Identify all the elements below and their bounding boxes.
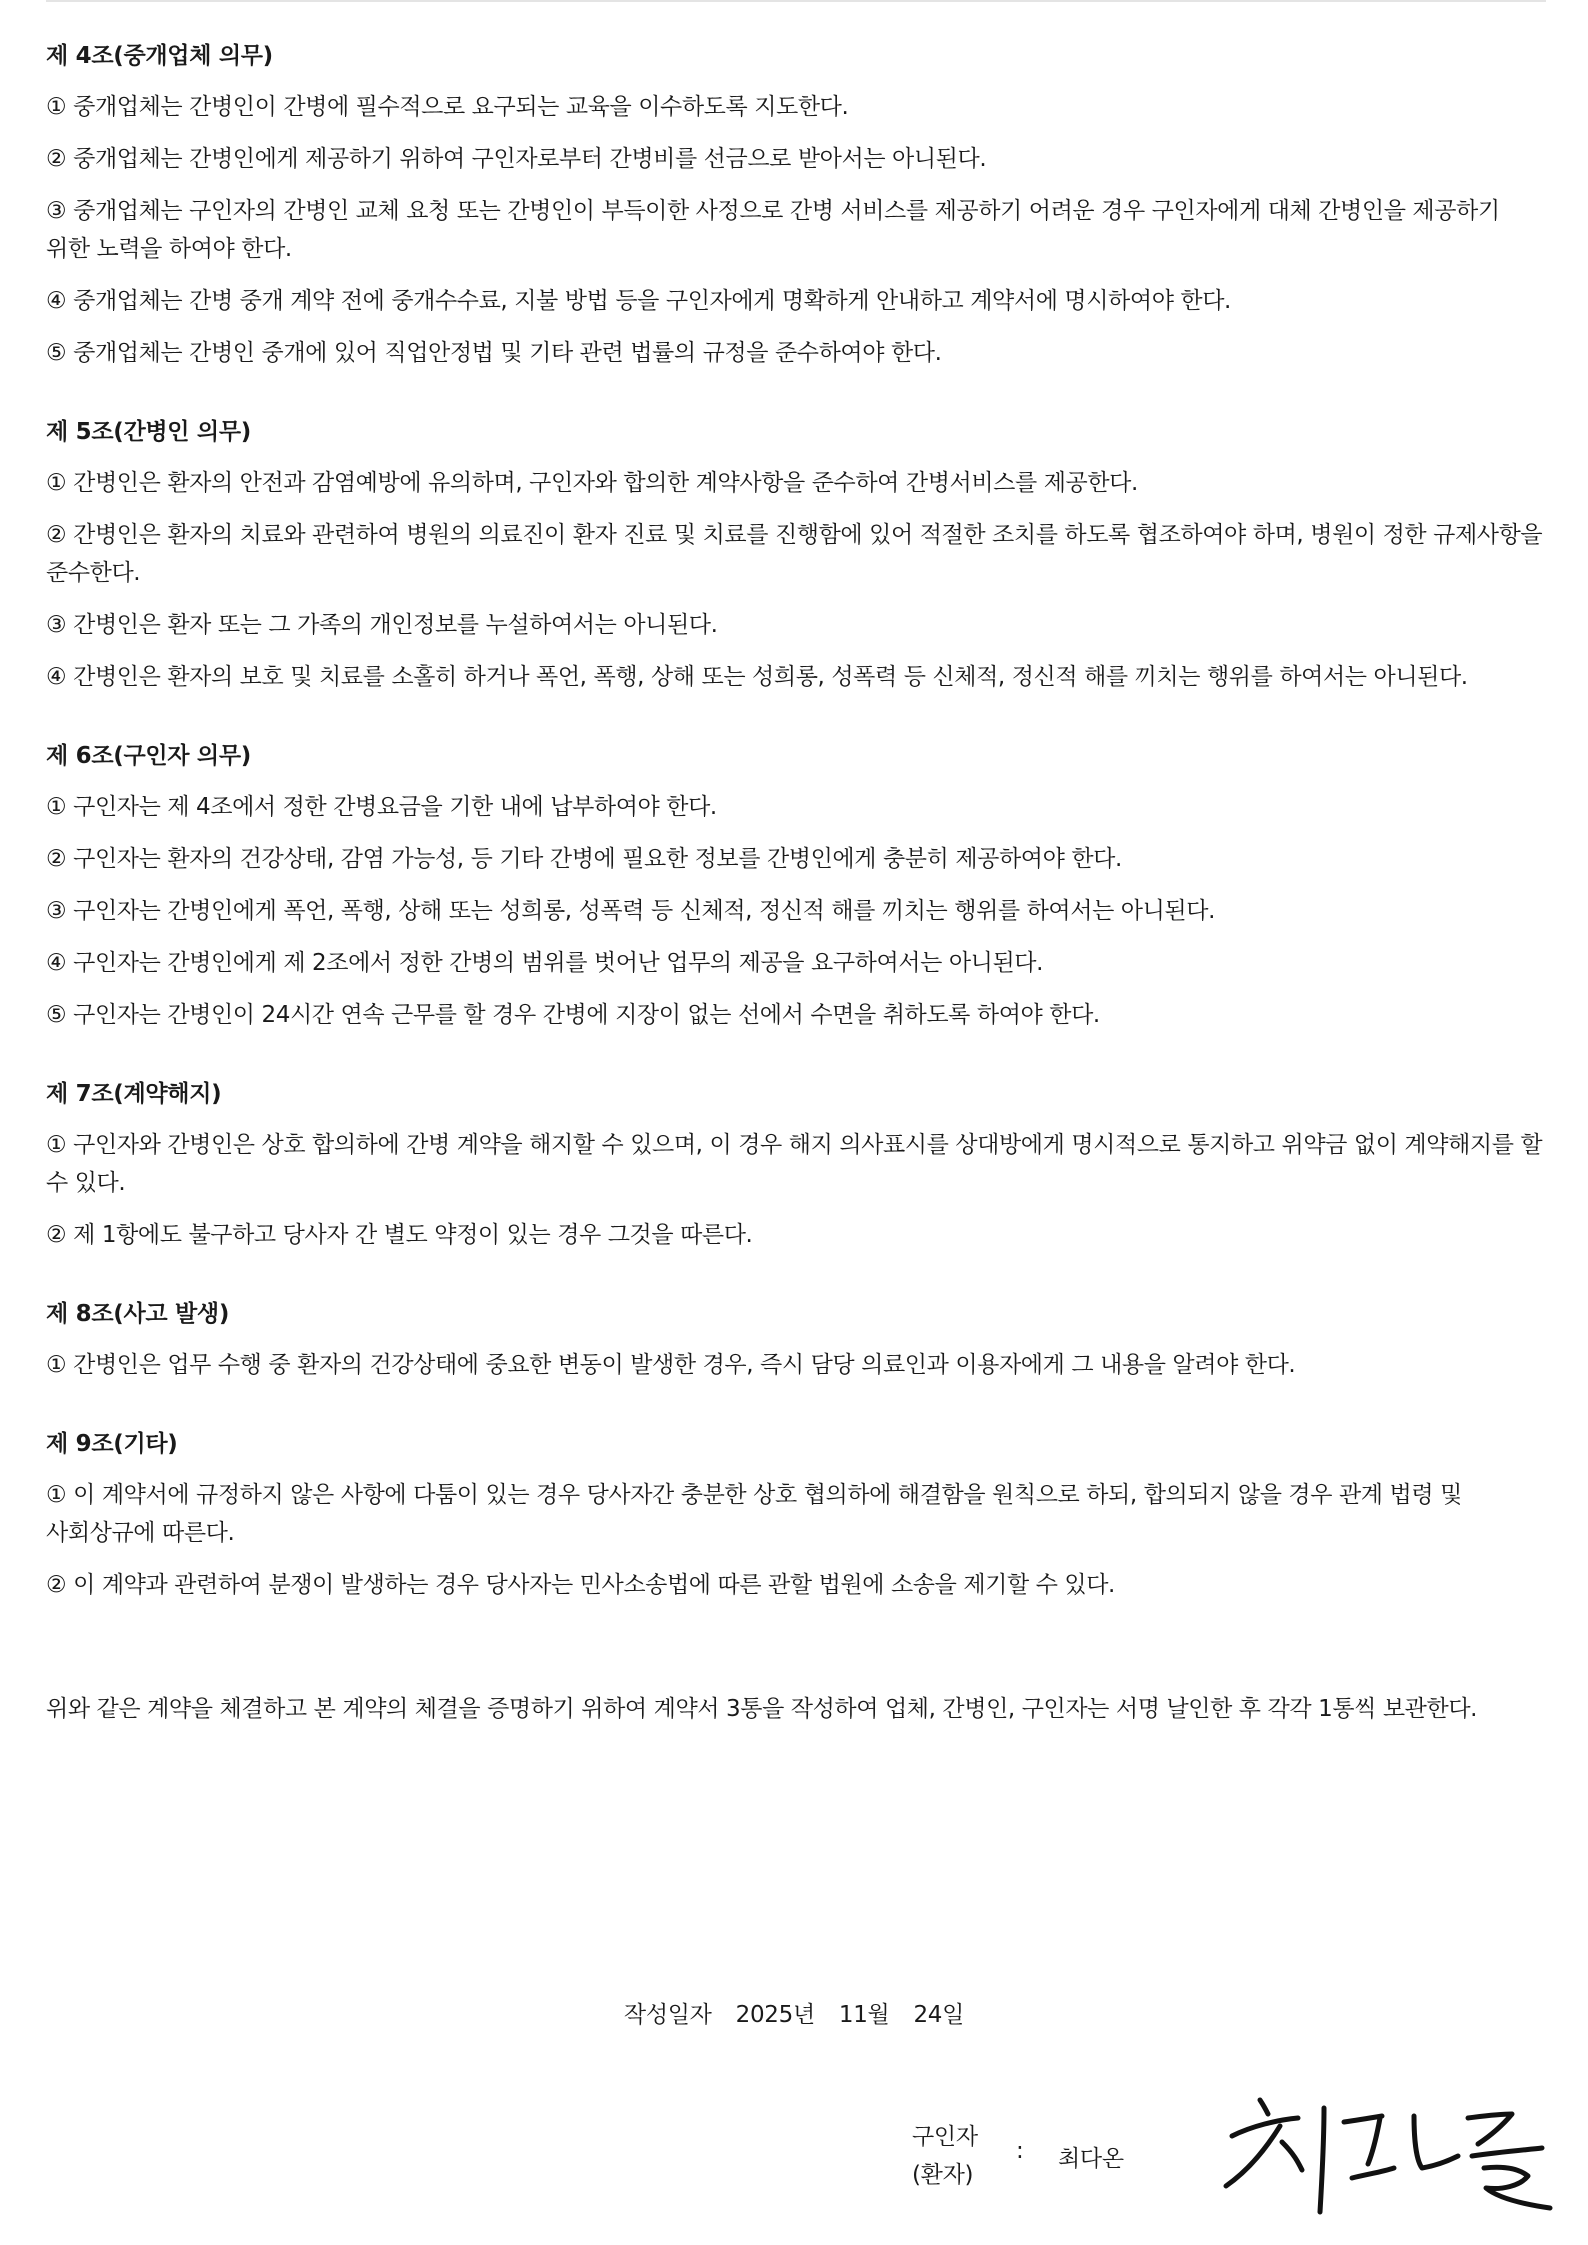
clause: ③ 구인자는 간병인에게 폭언, 폭행, 상해 또는 성희롱, 성폭력 등 신체적, 정신적 해를 끼치는 행위를 하여서는 아니된다. [46, 898, 1215, 924]
clause: ① 간병인은 업무 수행 중 환자의 건강상태에 중요한 변동이 발생한 경우, 즉시 담당 의료인과 이용자에게 그 내용을 알려야 한다. [46, 1352, 1296, 1378]
clause: ③ 중개업체는 구인자의 간병인 교체 요청 또는 간병인이 부득이한 사정으로 간병 서비스를 제공하기 어려운 경우 구인자에게 대체 간병인을 제공하기 위한 노력을 하여야 한다. [46, 198, 1500, 262]
signatory-role [912, 2118, 1032, 2194]
date-year: 2025년 [735, 2002, 815, 2028]
clause: ① 구인자는 제 4조에서 정한 간병요금을 기한 내에 납부하여야 한다. [46, 794, 717, 820]
date-month: 11월 [838, 2002, 890, 2028]
signatory-colon: : [1016, 2138, 1024, 2164]
clause: ② 중개업체는 간병인에게 제공하기 위하여 구인자로부터 간병비를 선금으로 받아서는 아니된다. [46, 146, 987, 172]
clause: ① 간병인은 환자의 안전과 감염예방에 유의하며, 구인자와 합의한 계약사항을 준수하여 간병서비스를 제공한다. [46, 470, 1138, 496]
clause: ① 구인자와 간병인은 상호 합의하에 간병 계약을 해지할 수 있으며, 이 경우 해지 의사표시를 상대방에게 명시적으로 통지하고 위약금 없이 계약해지를 할 수 있다. [46, 1132, 1543, 1196]
article-9 [46, 1428, 1546, 1604]
date-line [0, 1996, 1588, 2029]
clause: ⑤ 중개업체는 간병인 중개에 있어 직업안정법 및 기타 관련 법률의 규정을 준수하여야 한다. [46, 340, 942, 366]
clause: ④ 구인자는 간병인에게 제 2조에서 정한 간병의 범위를 벗어난 업무의 제공을 요구하여서는 아니된다. [46, 950, 1044, 976]
clause: ④ 중개업체는 간병 중개 계약 전에 중개수수료, 지불 방법 등을 구인자에게 명확하게 안내하고 계약서에 명시하여야 한다. [46, 288, 1231, 314]
article-5 [46, 416, 1546, 696]
clause: ① 이 계약서에 규정하지 않은 사항에 다툼이 있는 경우 당사자간 충분한 상호 협의하에 해결함을 원칙으로 하되, 합의되지 않을 경우 관계 법령 및 사회상규에 따른다. [46, 1482, 1462, 1546]
clause: ④ 간병인은 환자의 보호 및 치료를 소홀히 하거나 폭언, 폭행, 상해 또는 성희롱, 성폭력 등 신체적, 정신적 해를 끼치는 행위를 하여서는 아니된다. [46, 664, 1468, 690]
closing-statement: 위와 같은 계약을 체결하고 본 계약의 체결을 증명하기 위하여 계약서 3통을 작성하여 업체, 간병인, 구인자는 서명 날인한 후 각각 1통씩 보관한다. [46, 1696, 1478, 1722]
clause: ② 이 계약과 관련하여 분쟁이 발생하는 경우 당사자는 민사소송법에 따른 관할 법원에 소송을 제기할 수 있다. [46, 1572, 1115, 1598]
signatory-role-line1: 구인자 [912, 2124, 978, 2150]
article-6 [46, 740, 1546, 1034]
article-4 [46, 40, 1546, 372]
signatory-name: 최다온 [1058, 2146, 1124, 2172]
handwritten-signature-icon [1202, 2082, 1562, 2232]
article-title: 제 9조(기타) [46, 1431, 178, 1457]
contract-body [46, 40, 1546, 1728]
article-7 [46, 1078, 1546, 1254]
clause: ⑤ 구인자는 간병인이 24시간 연속 근무를 할 경우 간병에 지장이 없는 선에서 수면을 취하도록 하여야 한다. [46, 1002, 1100, 1028]
article-title: 제 4조(중개업체 의무) [46, 43, 273, 69]
date-day: 24일 [913, 2002, 965, 2028]
clause: ② 구인자는 환자의 건강상태, 감염 가능성, 등 기타 간병에 필요한 정보를 간병인에게 충분히 제공하여야 한다. [46, 846, 1122, 872]
article-title: 제 6조(구인자 의무) [46, 743, 251, 769]
article-title: 제 8조(사고 발생) [46, 1301, 230, 1327]
signatory-role-line2: (환자) [912, 2162, 974, 2188]
clause: ② 제 1항에도 불구하고 당사자 간 별도 약정이 있는 경우 그것을 따른다. [46, 1222, 753, 1248]
clause: ② 간병인은 환자의 치료와 관련하여 병원의 의료진이 환자 진료 및 치료를 진행함에 있어 적절한 조치를 하도록 협조하여야 하며, 병원이 정한 규제사항을 준수한다. [46, 522, 1543, 586]
clause: ③ 간병인은 환자 또는 그 가족의 개인정보를 누설하여서는 아니된다. [46, 612, 718, 638]
article-title: 제 7조(계약해지) [46, 1081, 222, 1107]
top-divider [46, 0, 1546, 2]
article-title: 제 5조(간병인 의무) [46, 419, 251, 445]
article-8 [46, 1298, 1546, 1384]
clause: ① 중개업체는 간병인이 간병에 필수적으로 요구되는 교육을 이수하도록 지도한다. [46, 94, 849, 120]
date-label: 작성일자 [623, 2002, 712, 2028]
